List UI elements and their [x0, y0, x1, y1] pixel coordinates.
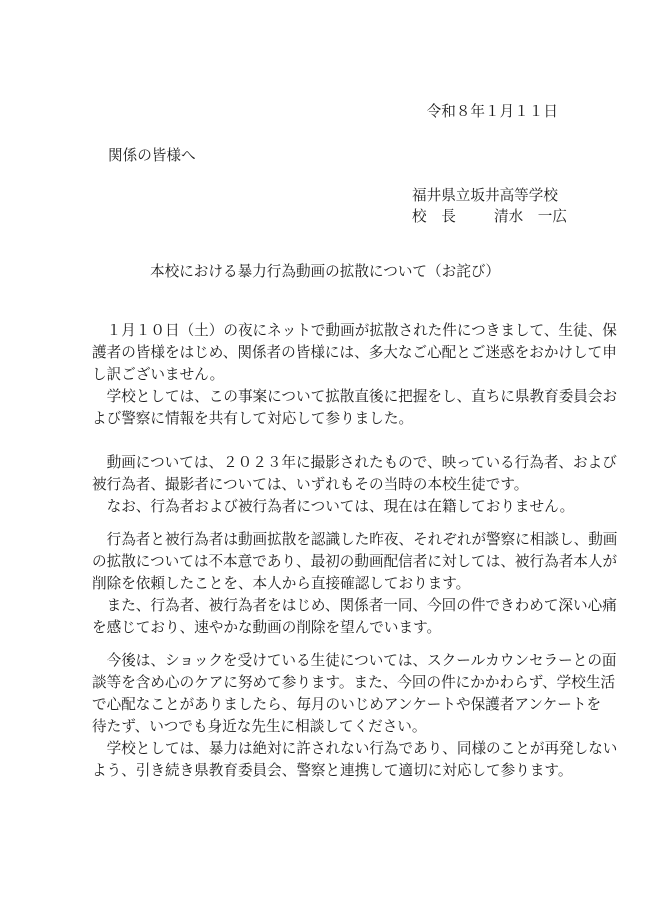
body-line: 学校としては、暴力は絶対に許されない行為であり、同様のことが再発しない	[92, 740, 618, 757]
sender-position: 校 長	[412, 208, 456, 225]
body-line: 被行為者、撮影者については、いずれもその当時の本校生徒です。	[92, 476, 529, 493]
body-line: なお、行為者および被行為者については、現在は在籍しておりません。	[92, 498, 575, 515]
body-line: １月１０日（土）の夜にネットで動画が拡散された件につきまして、生徒、保	[92, 322, 617, 339]
body-line: し訳ございません。	[92, 366, 225, 383]
body-line: で心配なことがありましたら、毎月のいじめアンケートや保護者アンケートを	[92, 696, 602, 713]
document-title: 本校における暴力行為動画の拡散について（お詫び）	[150, 263, 500, 280]
document-date: 令和８年１月１１日	[426, 103, 558, 120]
body-line: 削除を依頼したことを、本人から直接確認しております。	[92, 575, 471, 592]
body-line: 動画については、２０２３年に撮影されたもので、映っている行為者、および	[92, 454, 617, 471]
body-line: 談等を含め心のケアに努めて参ります。また、今回の件にかかわらず、学校生活	[92, 674, 616, 691]
body-line: 護者の皆様をはじめ、関係者の皆様には、多大なご心配とご迷惑をおかけして申	[92, 344, 617, 361]
sender-name: 清水 一広	[494, 208, 567, 225]
sender-signature	[412, 207, 567, 227]
body-line: 待たず、いつでも身近な先生に相談してください。	[92, 718, 427, 735]
body-line: よび警察に情報を共有して対応して参りました。	[92, 410, 414, 427]
body-line: また、行為者、被行為者をはじめ、関係者一同、今回の件できわめて深い心痛	[92, 597, 617, 614]
body-line: 今後は、ショックを受けている生徒については、スクールカウンセラーとの面	[92, 652, 617, 669]
body-line: よう、引き続き県教育委員会、警察と連携して適切に対応して参ります。	[92, 762, 573, 779]
body-line: を感じており、速やかな動画の削除を望んでいます。	[92, 619, 442, 636]
body-line: 行為者と被行為者は動画拡散を認識した昨夜、それぞれが警察に相談し、動画	[92, 531, 618, 548]
addressee: 関係の皆様へ	[108, 147, 196, 164]
body-line: 学校としては、この事案について拡散直後に把握をし、直ちに県教育委員会お	[92, 388, 618, 405]
sender-organization: 福井県立坂井高等学校	[412, 187, 558, 204]
body-line: の拡散については不本意であり、最初の動画配信者に対しては、被行為者本人が	[92, 553, 618, 570]
